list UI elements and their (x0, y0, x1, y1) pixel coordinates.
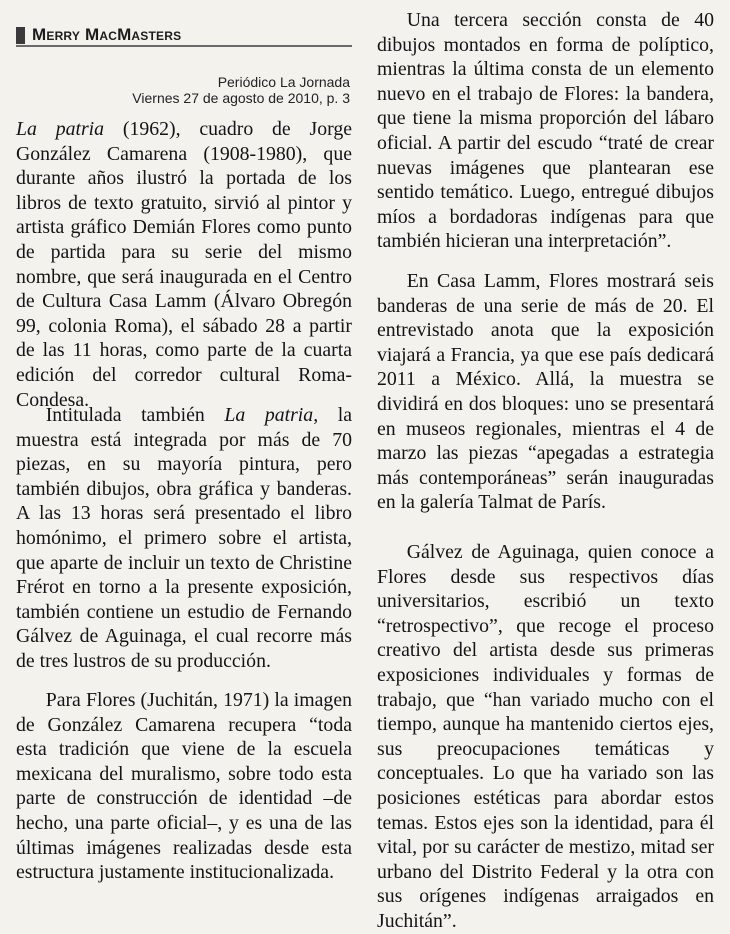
source-publication: Periódico La Jornada (217, 74, 350, 90)
author-name: Merry MacMasters (32, 25, 182, 44)
artwork-title: La patria (16, 118, 105, 140)
paragraph-5: En Casa Lamm, Flores mostrará seis banderas de una serie de más de 20. El entrevistado anota que la exposición viajará a Francia, ya que ese país dedicará 2011 a México. Allá, la muestra se dividirá en dos bloques: uno se presentará en museos regionales, mientras el 4 de marzo las piezas “apegadas a estrategia más contemporáneas” serán inauguradas en la galería Talmat de París. (377, 270, 714, 514)
exhibition-title: La patria (224, 404, 314, 426)
paragraph-2-text: , la muestra está integrada por más de 70 piezas, en su mayoría pintura, pero también dibujos, obra gráfica y banderas. A las 13 horas será presentado el libro homónimo, el primero sobre el artista, que aparte de incluir un texto de Christine Frérot en torno a la presente exposición, también contiene un estudio de Fernando Gálvez de Aguinaga, el cual recorre más de tres lustros de su producción. (16, 404, 352, 672)
paragraph-2 (16, 403, 352, 674)
byline-bar (16, 24, 352, 47)
paragraph-1-text: (1962), cuadro de Jorge González Camarena (1908-1980), que durante años ilustró la portada de los libros de texto gratuito, sirvió al pintor y artista gráfico Demián Flores como punto de partida para su serie del mismo nombre, que será inaugurada en el Centro de Cultura Casa Lamm (Álvaro Obregón 99, colonia Roma), el sábado 28 a partir de las 11 horas, como parte de la cuarta edición del corredor cultural Roma-Condesa. (16, 118, 352, 411)
paragraph-6: Gálvez de Aguinaga, quien conoce a Flores desde sus respectivos días universitarios, escribió un texto “retrospectivo”, que recoge el proceso creativo del artista desde sus primeras exposiciones individuales y formas de trabajo, que “han variado mucho con el tiempo, aunque ha mantenido ciertos ejes, sus preocupaciones temáticas y conceptuales. Lo que ha variado son las posiciones estéticas para abordar estos temas. Estos ejes son la identidad, para él vital, por su carácter de mestizo, mitad ser urbano del Distrito Federal y la otra con sus orígenes indígenas arraigados en Juchitán”. (377, 541, 714, 932)
paragraph-2-lead: Intitulada también (45, 404, 225, 426)
byline-marker (16, 27, 25, 44)
source-date: Viernes 27 de agosto de 2010, p. 3 (132, 90, 350, 106)
paragraph-1 (16, 117, 352, 412)
paragraph-4: Una tercera sección consta de 40 dibujos montados en forma de políptico, mientras la última consta de un elemento nuevo en el trabajo de Flores: la bandera, que tiene la misma proporción del lábaro oficial. A partir del escudo “traté de crear nuevas imágenes que plantearan ese sentido temático. Luego, entregué dibujos míos a bordadoras indígenas para que también hicieran una interpretación”. (377, 9, 714, 253)
paragraph-3: Para Flores (Juchitán, 1971) la imagen de González Camarena recupera “toda esta tradición que viene de la escuela mexicana del muralismo, sobre todo esta parte de construcción de identidad –de hecho, una parte oficial–, y es una de las últimas imágenes realizadas desde esta estructura justamente institucionalizada. (16, 689, 352, 884)
